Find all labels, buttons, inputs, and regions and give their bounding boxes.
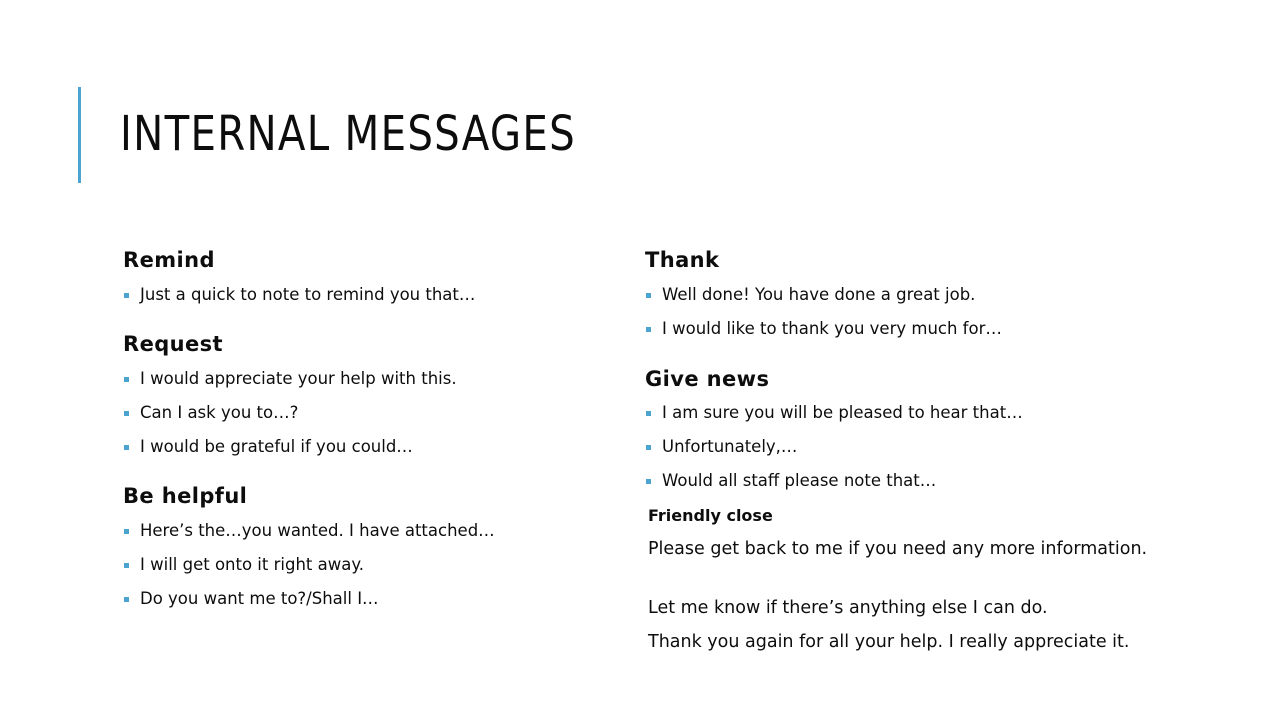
slide-title: INTERNAL MESSAGES: [120, 106, 577, 162]
give-news-heading: Give news: [645, 367, 770, 391]
square-bullet-icon: [124, 597, 129, 602]
bullet-text: Can I ask you to…?: [140, 403, 299, 422]
request-heading: Request: [123, 332, 223, 356]
be-helpful-item-3: [123, 588, 379, 610]
friendly-close-line-1: Please get back to me if you need any more information.: [648, 539, 1148, 559]
request-item-2: [123, 402, 298, 424]
bullet-text: I am sure you will be pleased to hear that…: [662, 403, 1023, 422]
be-helpful-item-2: [123, 554, 364, 576]
bullet-text: Do you want me to?/Shall I…: [140, 589, 379, 608]
remind-heading: Remind: [123, 248, 215, 272]
give-news-item-2: [645, 436, 797, 458]
bullet-text: Just a quick to note to remind you that…: [140, 285, 476, 304]
be-helpful-item-1: [123, 520, 495, 542]
thank-heading: Thank: [645, 248, 720, 272]
give-news-item-1: [645, 402, 1023, 424]
bullet-text: Unfortunately,…: [662, 437, 798, 456]
square-bullet-icon: [124, 293, 129, 298]
square-bullet-icon: [646, 327, 651, 332]
bullet-text: Would all staff please note that…: [662, 471, 937, 490]
remind-item-1: [123, 284, 475, 306]
friendly-close-heading: Friendly close: [648, 506, 773, 525]
title-accent-bar: [78, 87, 81, 183]
bullet-text: Here’s the…you wanted. I have attached…: [140, 521, 495, 540]
square-bullet-icon: [646, 293, 651, 298]
bullet-text: I would appreciate your help with this.: [140, 369, 457, 388]
bullet-text: I will get onto it right away.: [140, 555, 364, 574]
friendly-close-line-2: Let me know if there’s anything else I can do.: [648, 598, 1048, 618]
square-bullet-icon: [646, 479, 651, 484]
square-bullet-icon: [646, 445, 651, 450]
square-bullet-icon: [124, 377, 129, 382]
friendly-close-line-3: Thank you again for all your help. I really appreciate it.: [648, 632, 1130, 652]
request-item-1: [123, 368, 457, 390]
thank-item-2: [645, 318, 1002, 340]
square-bullet-icon: [124, 563, 129, 568]
thank-item-1: [645, 284, 975, 306]
be-helpful-heading: Be helpful: [123, 484, 248, 508]
square-bullet-icon: [646, 411, 651, 416]
bullet-text: Well done! You have done a great job.: [662, 285, 976, 304]
square-bullet-icon: [124, 445, 129, 450]
give-news-item-3: [645, 470, 936, 492]
bullet-text: I would be grateful if you could…: [140, 437, 413, 456]
bullet-text: I would like to thank you very much for…: [662, 319, 1002, 338]
square-bullet-icon: [124, 529, 129, 534]
square-bullet-icon: [124, 411, 129, 416]
request-item-3: [123, 436, 413, 458]
